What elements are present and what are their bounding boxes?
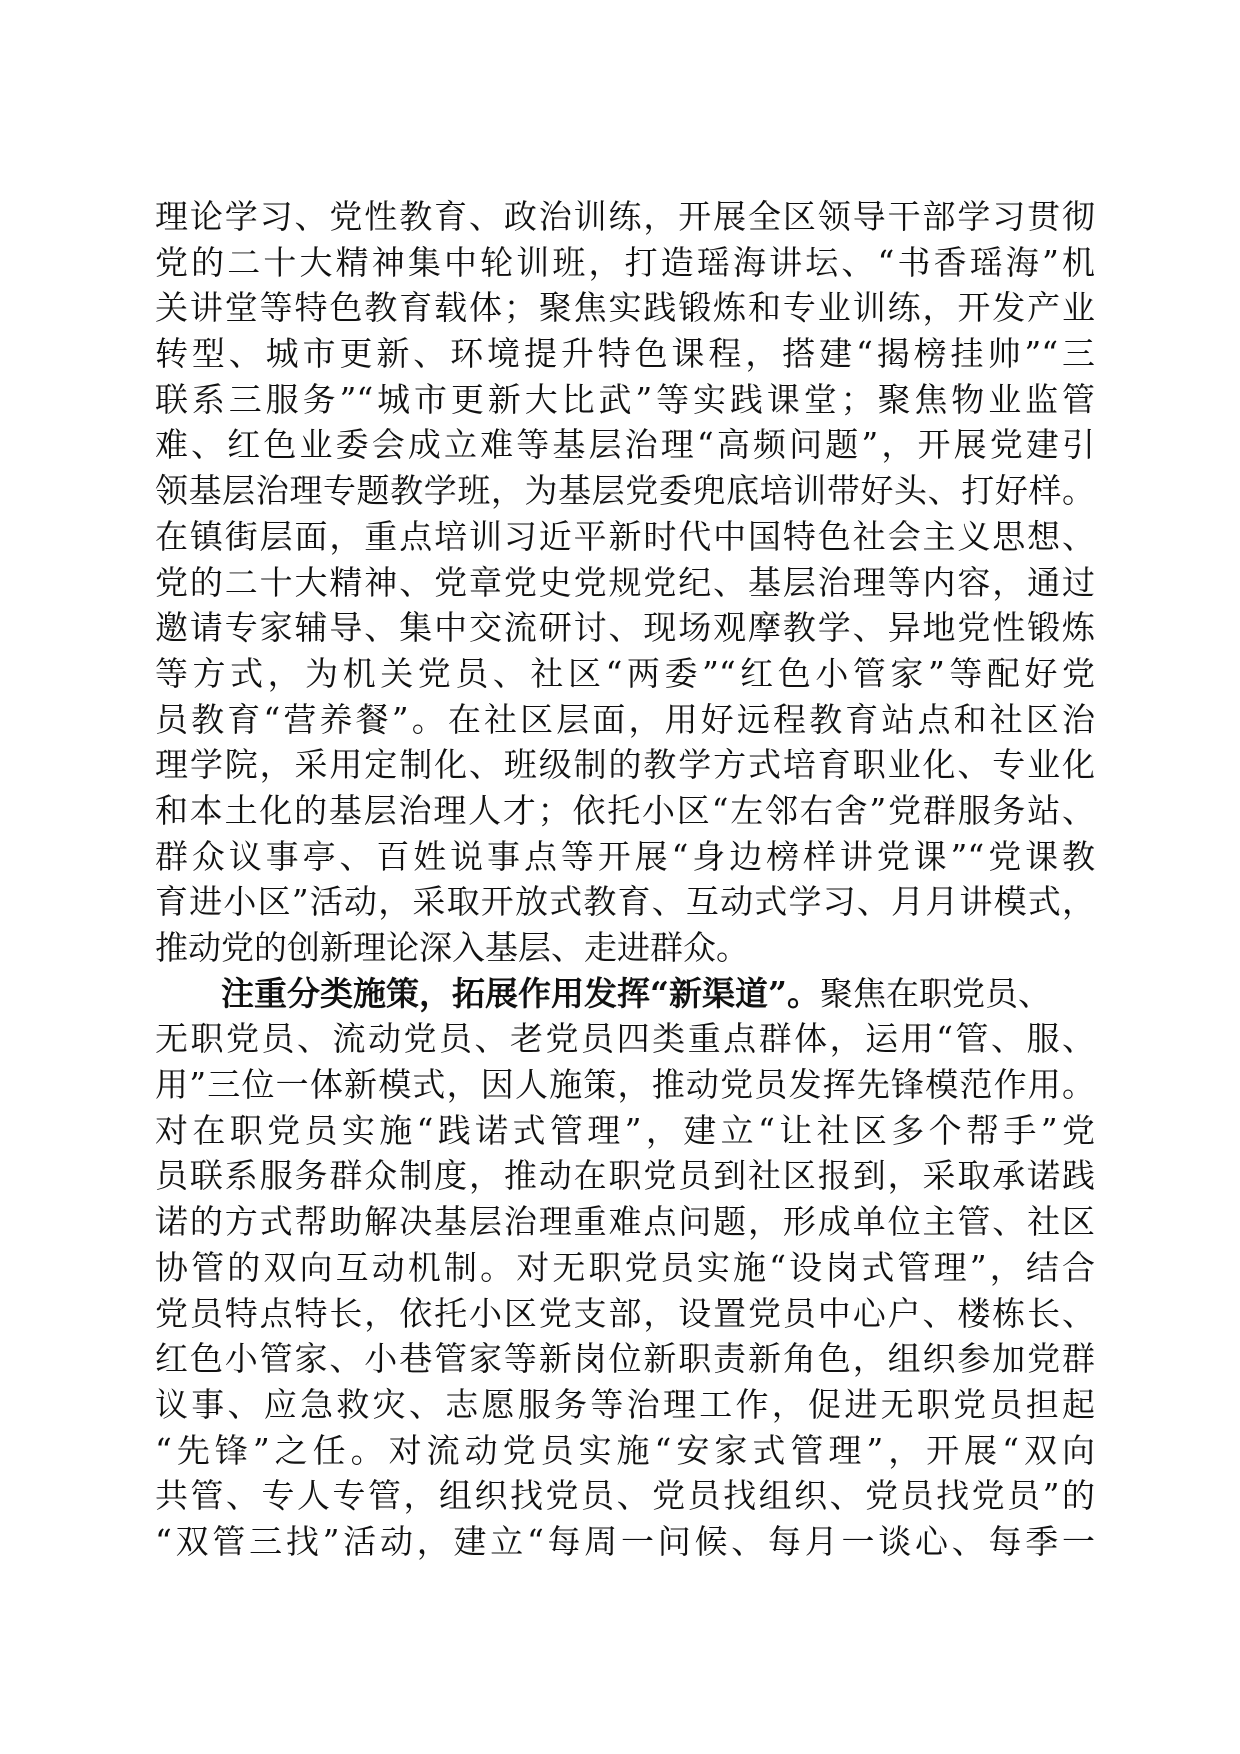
text-line: 对在职党员实施“践诺式管理”，建立“让社区多个帮手”党 (155, 1110, 1095, 1150)
text-line: 理学院，采用定制化、班级制的教学方式培育职业化、专业化 (155, 745, 1095, 785)
paragraph-first-line (155, 971, 1095, 1017)
text-line: 议事、应急救灾、志愿服务等治理工作，促进无职党员担起 (155, 1384, 1095, 1424)
text-line-last: 推动党的创新理论深入基层、走进群众。 (155, 928, 749, 967)
text-line: 理论学习、党性教育、政治训练，开展全区领导干部学习贯彻 (155, 197, 1095, 236)
text-line: 关讲堂等特色教育载体；聚焦实践锻炼和专业训练，开发产业 (155, 288, 1095, 328)
body-text (155, 194, 1095, 1565)
text-line: 红色小管家、小巷管家等新岗位新职责新角色，组织参加党群 (155, 1339, 1095, 1379)
text-line: 共管、专人专管，组织找党员、党员找组织、党员找党员”的 (155, 1476, 1095, 1516)
text-line: 员联系服务群众制度，推动在职党员到社区报到，采取承诺践 (155, 1156, 1095, 1196)
text-line: 无职党员、流动党员、老党员四类重点群体，运用“管、服、 (155, 1019, 1095, 1059)
paragraph-training-levels (155, 194, 1095, 971)
text-line: 等方式，为机关党员、社区“两委”“红色小管家”等配好党 (155, 653, 1095, 693)
paragraph-heading: 注重分类施策，拓展作用发挥“新渠道”。 (221, 973, 820, 1013)
text-line: 党的二十大精神、党章党史党规党纪、基层治理等内容，通过 (155, 562, 1095, 602)
text-line: 党的二十大精神集中轮训班，打造瑶海讲坛、“书香瑶海”机 (155, 242, 1095, 282)
text-line: 难、红色业委会成立难等基层治理“高频问题”，开展党建引 (155, 425, 1095, 465)
text-line: 育进小区”活动，采取开放式教育、互动式学习、月月讲模式， (155, 882, 1095, 922)
heading-line-rest: 聚焦在职党员、 (819, 973, 1051, 1013)
text-line: 和本土化的基层治理人才；依托小区“左邻右舍”党群服务站、 (155, 790, 1095, 830)
text-line: 用”三位一体新模式，因人施策，推动党员发挥先锋模范作用。 (155, 1065, 1095, 1105)
text-line: 领基层治理专题教学班，为基层党委兜底培训带好头、打好样。 (155, 471, 1095, 511)
paragraph-classified-measures (155, 971, 1095, 1565)
text-line: 党员特点特长，依托小区党支部，设置党员中心户、楼栋长、 (155, 1293, 1095, 1333)
text-line: 在镇街层面，重点培训习近平新时代中国特色社会主义思想、 (155, 516, 1095, 556)
text-line: “先锋”之任。对流动党员实施“安家式管理”，开展“双向 (155, 1430, 1095, 1470)
text-line: 邀请专家辅导、集中交流研讨、现场观摩教学、异地党性锻炼 (155, 608, 1095, 648)
text-line: 联系三服务”“城市更新大比武”等实践课堂；聚焦物业监管 (155, 379, 1095, 419)
text-line: 群众议事亭、百姓说事点等开展“身边榜样讲党课”“党课教 (155, 836, 1095, 876)
text-line: “双管三找”活动，建立“每周一问候、每月一谈心、每季一 (155, 1521, 1095, 1561)
text-line: 转型、城市更新、环境提升特色课程，搭建“揭榜挂帅”“三 (155, 334, 1095, 374)
text-line: 诺的方式帮助解决基层治理重难点问题，形成单位主管、社区 (155, 1202, 1095, 1242)
text-line: 协管的双向互动机制。对无职党员实施“设岗式管理”，结合 (155, 1247, 1095, 1287)
text-line: 员教育“营养餐”。在社区层面，用好远程教育站点和社区治 (155, 699, 1095, 739)
